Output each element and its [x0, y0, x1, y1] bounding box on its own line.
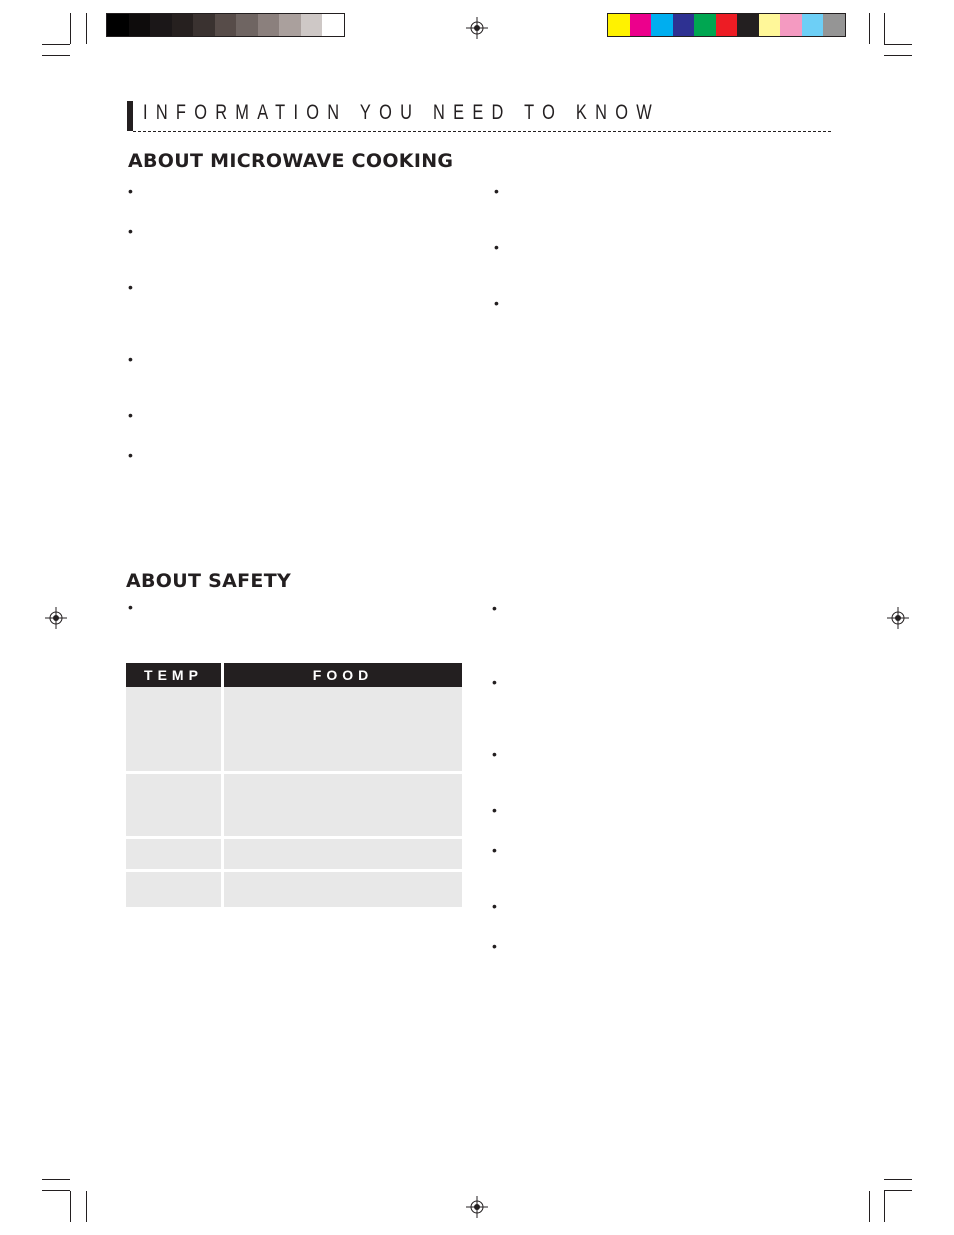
registration-mark-icon: [45, 607, 67, 629]
color-swatch: [301, 14, 323, 36]
color-swatch: [107, 14, 129, 36]
color-swatch: [608, 14, 630, 36]
table-cell-food: [224, 839, 462, 869]
color-swatch: [172, 14, 194, 36]
bullet-marker: •: [492, 842, 497, 858]
table-cell-food: [224, 774, 462, 836]
color-swatch: [193, 14, 215, 36]
crop-mark: [86, 1191, 87, 1222]
bullet-marker: •: [128, 407, 133, 423]
color-calibration-bar: [607, 13, 846, 37]
color-swatch: [258, 14, 280, 36]
color-swatch: [673, 14, 695, 36]
grayscale-calibration-bar: [106, 13, 345, 37]
crop-mark: [884, 55, 912, 56]
bullet-marker: •: [128, 351, 133, 367]
color-swatch: [322, 14, 344, 36]
registration-mark-icon: [466, 1196, 488, 1218]
registration-mark-icon: [466, 17, 488, 39]
crop-mark: [884, 13, 885, 44]
color-swatch: [823, 14, 845, 36]
crop-mark: [884, 1191, 885, 1222]
bullet-marker: •: [494, 295, 499, 311]
bullet-marker: •: [128, 279, 133, 295]
color-swatch: [694, 14, 716, 36]
bullet-marker: •: [492, 674, 497, 690]
crop-mark: [42, 1179, 70, 1180]
crop-mark: [884, 44, 912, 45]
color-swatch: [759, 14, 781, 36]
bullet-marker: •: [494, 183, 499, 199]
section-title-safety: ABOUT SAFETY: [126, 570, 292, 592]
color-swatch: [780, 14, 802, 36]
crop-mark: [70, 13, 71, 44]
crop-mark: [42, 1190, 70, 1191]
color-swatch: [150, 14, 172, 36]
table-cell-food: [224, 687, 462, 771]
color-swatch: [630, 14, 652, 36]
color-swatch: [651, 14, 673, 36]
table-cell-temp: [126, 839, 221, 869]
bullet-marker: •: [492, 898, 497, 914]
bullet-marker: •: [128, 447, 133, 463]
color-swatch: [737, 14, 759, 36]
bullet-marker: •: [492, 746, 497, 762]
color-swatch: [236, 14, 258, 36]
table-cell-temp: [126, 774, 221, 836]
crop-mark: [42, 44, 70, 45]
crop-mark: [884, 1179, 912, 1180]
crop-mark: [884, 1190, 912, 1191]
crop-mark: [869, 1191, 870, 1222]
bullet-marker: •: [492, 802, 497, 818]
color-swatch: [802, 14, 824, 36]
section-title-microwave: ABOUT MICROWAVE COOKING: [128, 150, 454, 172]
table-cell-temp: [126, 687, 221, 771]
header-dashed-rule: [133, 131, 831, 132]
color-swatch: [129, 14, 151, 36]
crop-mark: [42, 55, 70, 56]
registration-mark-icon: [887, 607, 909, 629]
bullet-marker: •: [492, 938, 497, 954]
color-swatch: [716, 14, 738, 36]
page-header: INFORMATION YOU NEED TO KNOW: [143, 101, 660, 124]
color-swatch: [279, 14, 301, 36]
bullet-marker: •: [128, 599, 133, 615]
header-accent-bar: [127, 101, 133, 131]
crop-mark: [86, 13, 87, 44]
bullet-marker: •: [494, 239, 499, 255]
crop-mark: [70, 1191, 71, 1222]
crop-mark: [869, 13, 870, 44]
bullet-marker: •: [492, 600, 497, 616]
table-header-temp: TEMP: [126, 663, 221, 687]
bullet-marker: •: [128, 183, 133, 199]
table-header-food: FOOD: [224, 663, 462, 687]
table-cell-temp: [126, 872, 221, 907]
table-cell-food: [224, 872, 462, 907]
color-swatch: [215, 14, 237, 36]
bullet-marker: •: [128, 223, 133, 239]
